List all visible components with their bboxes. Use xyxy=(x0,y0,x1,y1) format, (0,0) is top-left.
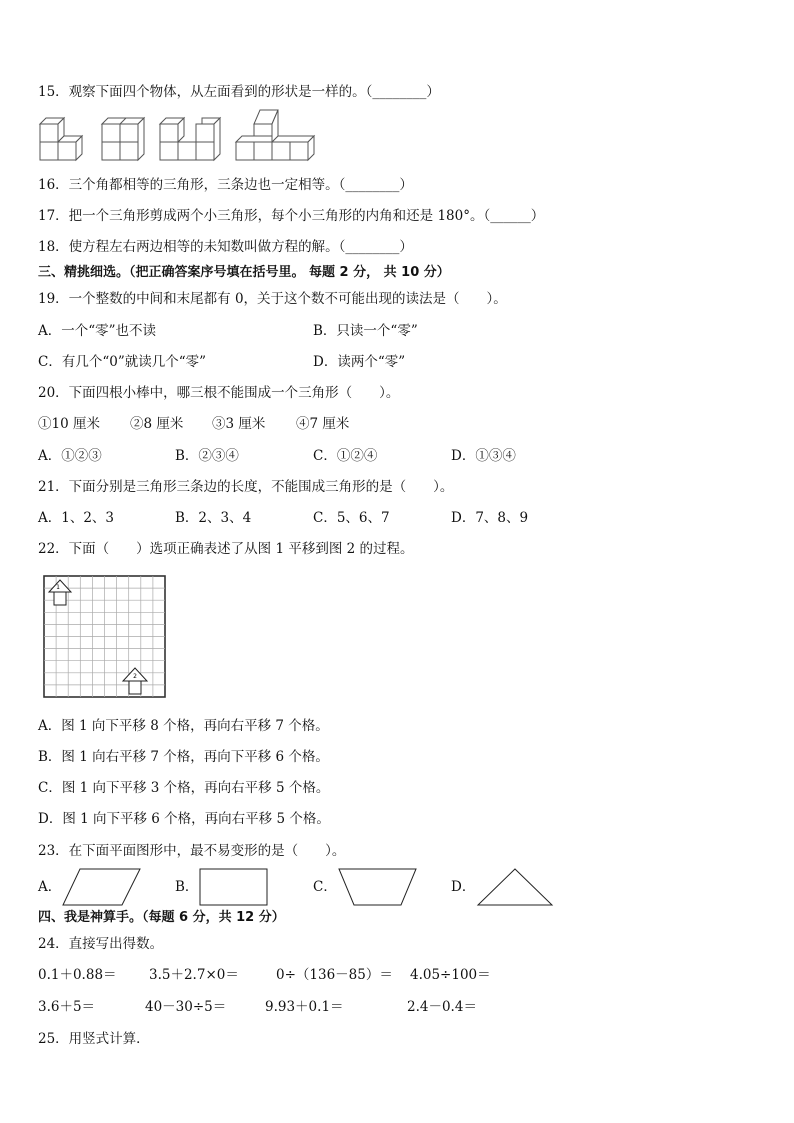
q23-option-a: A． xyxy=(38,879,62,895)
question-16: 16．三个角都相等的三角形，三条边也一定相等。（________） xyxy=(38,177,413,193)
q21-option-a: A．1、2、3 xyxy=(38,510,115,526)
cube-figure-4 xyxy=(236,110,314,160)
q21-option-d: D．7、8、9 xyxy=(451,510,529,526)
q21-option-b: B．2、3、4 xyxy=(175,510,252,526)
q22-option-a: A．图 1 向下平移 8 个格，再向右平移 7 个格。 xyxy=(38,718,329,734)
q20-stick-1: ①10 厘米 xyxy=(38,416,100,432)
q19-option-c: C．有几个“0”就读几个“零” xyxy=(38,354,207,370)
q22-option-c: C．图 1 向下平移 3 个格，再向右平移 5 个格。 xyxy=(38,780,330,796)
question-20-stem: 20．下面四根小棒中，哪三根不能围成一个三角形（ ）。 xyxy=(38,385,400,401)
q24-calc-3: 0÷（136－85）＝ xyxy=(276,967,393,983)
q20-stick-3: ③3 厘米 xyxy=(212,416,266,432)
q22-option-b: B．图 1 向右平移 7 个格，再向下平移 6 个格。 xyxy=(38,749,329,765)
q20-stick-2: ②8 厘米 xyxy=(130,416,184,432)
question-22-stem: 22．下面（ ）选项正确表述了从图 1 平移到图 2 的过程。 xyxy=(38,541,414,557)
q19-option-a: A．一个“零”也不读 xyxy=(38,323,157,339)
grid-figure-1-label: 1 xyxy=(56,584,60,591)
question-25: 25．用竖式计算． xyxy=(38,1031,150,1047)
q24-calc-1: 0.1＋0.88＝ xyxy=(38,967,117,983)
q24-calc-8: 2.4－0.4＝ xyxy=(407,999,477,1015)
question-21-stem: 21．下面分别是三角形三条边的长度，不能围成三角形的是（ ）。 xyxy=(38,479,454,495)
q19-option-d: D．读两个“零” xyxy=(313,354,406,370)
parallelogram-shape xyxy=(62,868,142,906)
question-24-stem: 24．直接写出得数。 xyxy=(38,936,164,952)
q20-stick-4: ④7 厘米 xyxy=(296,416,350,432)
question-15: 15．观察下面四个物体，从左面看到的形状是一样的。（________） xyxy=(38,84,440,100)
q24-calc-4: 4.05÷100＝ xyxy=(410,967,491,983)
q23-option-c: C． xyxy=(313,879,337,895)
grid-figure-2-label: 2 xyxy=(133,673,137,680)
question-23-stem: 23．在下面平面图形中，最不易变形的是（ ）。 xyxy=(38,843,346,859)
q24-calc-7: 9.93＋0.1＝ xyxy=(265,999,344,1015)
translation-grid xyxy=(43,575,167,699)
q24-calc-5: 3.6＋5＝ xyxy=(38,999,96,1015)
rectangle-shape xyxy=(199,868,269,906)
cube-figure-1 xyxy=(40,118,82,160)
question-18: 18．使方程左右两边相等的未知数叫做方程的解。（________） xyxy=(38,239,413,255)
q22-option-d: D．图 1 向下平移 6 个格，再向右平移 5 个格。 xyxy=(38,811,330,827)
q21-option-c: C．5、6、7 xyxy=(313,510,390,526)
q23-option-b: B． xyxy=(175,879,199,895)
q19-option-b: B．只读一个“零” xyxy=(313,323,418,339)
q24-calc-6: 40－30÷5＝ xyxy=(145,999,227,1015)
cube-figure-3 xyxy=(160,118,220,160)
section-4-heading: 四、我是神算手。（每题 6 分，共 12 分） xyxy=(38,910,285,925)
trapezoid-shape xyxy=(338,868,418,906)
q23-option-d: D． xyxy=(451,879,476,895)
q20-option-c: C．①②④ xyxy=(313,448,378,464)
cube-figures xyxy=(38,108,328,166)
q24-calc-2: 3.5＋2.7×0＝ xyxy=(149,967,239,983)
question-17: 17．把一个三角形剪成两个小三角形，每个小三角形的内角和还是 180°。（______） xyxy=(38,208,545,224)
q20-option-d: D．①③④ xyxy=(451,448,516,464)
q20-option-b: B．②③④ xyxy=(175,448,239,464)
cube-figure-2 xyxy=(102,118,144,160)
q20-option-a: A．①②③ xyxy=(38,448,102,464)
section-3-heading: 三、精挑细选。（把正确答案序号填在括号里。 每题 2 分， 共 10 分） xyxy=(38,265,450,280)
question-19-stem: 19．一个整数的中间和末尾都有 0，关于这个数不可能出现的读法是（ ）。 xyxy=(38,291,507,307)
triangle-shape xyxy=(477,868,553,906)
